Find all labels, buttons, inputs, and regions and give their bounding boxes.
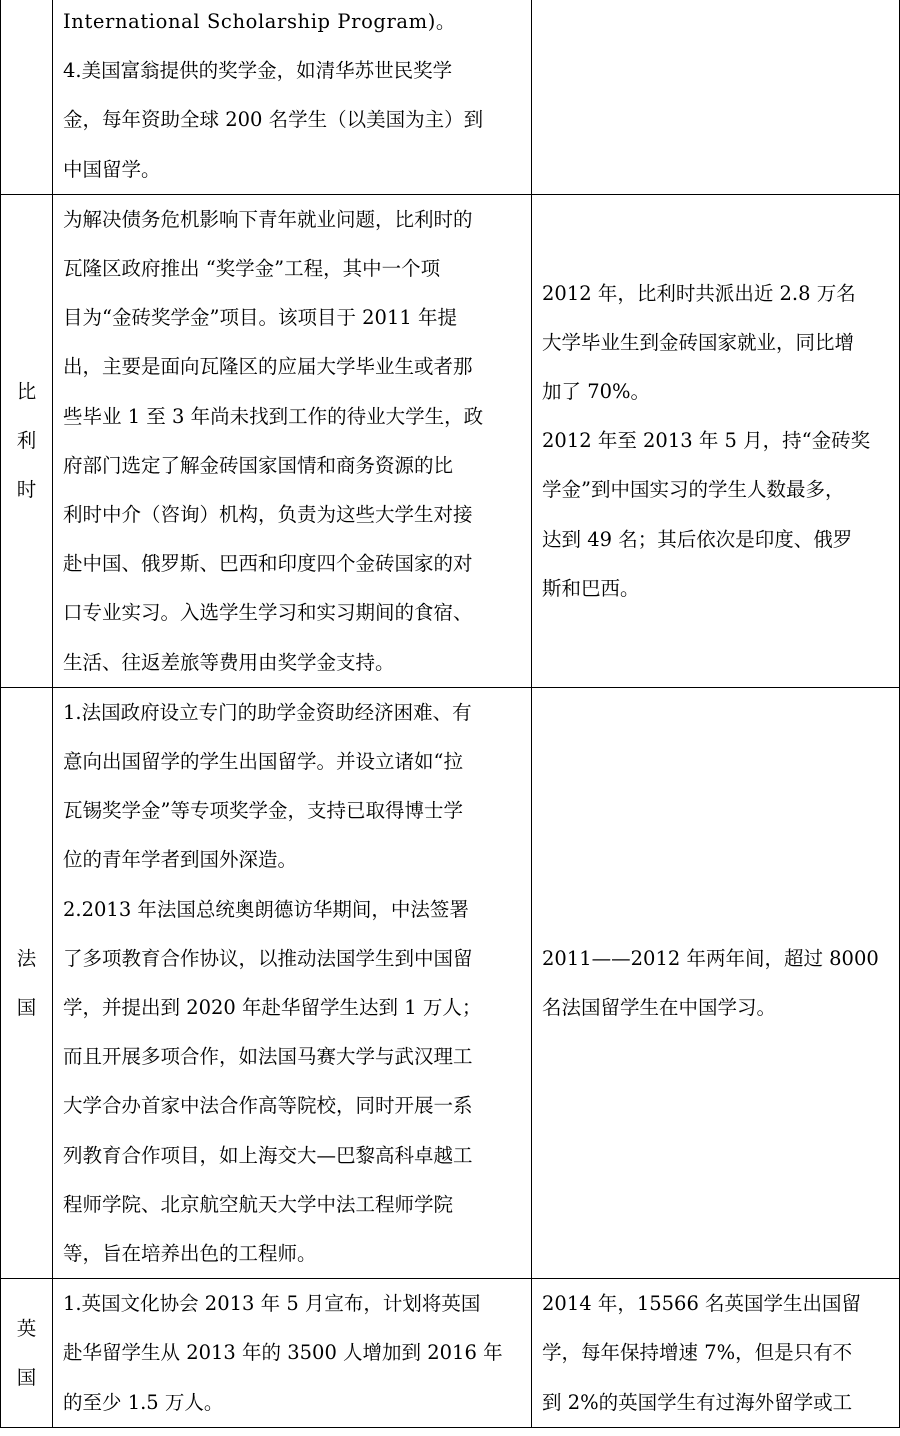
- policy-line: 位的青年学者到国外深造。: [63, 848, 298, 872]
- policy-line: 金，每年资助全球 200 名学生（以美国为主）到: [63, 108, 484, 132]
- impact-line: 名法国留学生在中国学习。: [542, 996, 777, 1020]
- country-cell: [1, 687, 53, 1278]
- policy-line: 赴华留学生从 2013 年的 3500 人增加到 2016 年: [63, 1341, 503, 1365]
- country-char: 英: [16, 1316, 37, 1340]
- policy-line: 2.2013 年法国总统奥朗德访华期间，中法签署: [63, 897, 469, 921]
- table-row: [1, 687, 900, 1278]
- impact-line: 2012 年至 2013 年 5 月，持“金砖奖: [542, 429, 871, 453]
- impact-line: 2012 年，比利时共派出近 2.8 万名: [542, 281, 856, 305]
- policy-line: 大学合办首家中法合作高等院校，同时开展一系: [63, 1094, 473, 1118]
- policy-cell: [53, 194, 532, 687]
- impact-line: 2011——2012 年两年间，超过 8000: [542, 946, 879, 970]
- impact-line: 学，每年保持增速 7%，但是只有不: [542, 1341, 853, 1365]
- policy-cell: [53, 687, 532, 1278]
- table-row: [1, 194, 900, 687]
- policy-line: 的至少 1.5 万人。: [63, 1390, 224, 1414]
- country-char: 时: [16, 478, 37, 502]
- policy-line: 程师学院、北京航空航天大学中法工程师学院: [63, 1192, 454, 1216]
- policy-line: 口专业实习。入选学生学习和实习期间的食宿、: [63, 601, 473, 625]
- policy-cell: [53, 0, 532, 194]
- impact-line: 达到 49 名；其后依次是印度、俄罗: [542, 527, 853, 551]
- impact-line: 到 2%的英国学生有过海外留学或工: [542, 1390, 853, 1414]
- impact-line: 2014 年，15566 名英国学生出国留: [542, 1292, 862, 1316]
- policy-line: 出，主要是面向瓦隆区的应届大学毕业生或者那: [63, 355, 473, 379]
- policy-line: 府部门选定了解金砖国家国情和商务资源的比: [63, 453, 454, 477]
- country-char: 国: [16, 1366, 37, 1390]
- country-char: 法: [16, 946, 37, 970]
- policy-line: 些毕业 1 至 3 年尚未找到工作的待业大学生，政: [63, 404, 484, 428]
- country-char: 国: [16, 996, 37, 1020]
- policy-line: 生活、往返差旅等费用由奖学金支持。: [63, 650, 395, 674]
- table-row: [1, 0, 900, 194]
- country-char: 比: [16, 380, 37, 404]
- impact-cell: [532, 1279, 900, 1428]
- impact-line: 加了 70%。: [542, 380, 651, 404]
- policy-line: 为解决债务危机影响下青年就业问题，比利时的: [63, 207, 473, 231]
- policy-cell: [53, 1279, 532, 1428]
- impact-line: 大学毕业生到金砖国家就业，同比增: [542, 330, 855, 354]
- table-row: [1, 1279, 900, 1428]
- policy-line: 1.英国文化协会 2013 年 5 月宣布，计划将英国: [63, 1292, 481, 1316]
- policy-line: 等，旨在培养出色的工程师。: [63, 1242, 317, 1266]
- policy-line: International Scholarship Program)。: [63, 10, 457, 33]
- country-cell: [1, 1279, 53, 1428]
- policy-line: 而且开展多项合作，如法国马赛大学与武汉理工: [63, 1045, 473, 1069]
- impact-cell: [532, 194, 900, 687]
- policy-line: 列教育合作项目，如上海交大—巴黎高科卓越工: [63, 1143, 473, 1167]
- policy-line: 4.美国富翁提供的奖学金，如清华苏世民奖学: [63, 59, 453, 83]
- policy-line: 1.法国政府设立专门的助学金资助经济困难、有: [63, 700, 472, 724]
- impact-cell: [532, 0, 900, 194]
- policy-line: 目为“金砖奖学金”项目。该项目于 2011 年提: [63, 306, 457, 330]
- policy-line: 中国留学。: [63, 157, 161, 181]
- impact-line: 斯和巴西。: [542, 576, 640, 600]
- country-char: 利: [16, 429, 37, 453]
- country-cell: [1, 0, 53, 194]
- policy-line: 意向出国留学的学生出国留学。并设立诸如“拉: [63, 750, 463, 774]
- policy-line: 了多项教育合作协议，以推动法国学生到中国留: [63, 946, 473, 970]
- policy-line: 利时中介（咨询）机构，负责为这些大学生对接: [63, 503, 473, 527]
- policy-line: 赴中国、俄罗斯、巴西和印度四个金砖国家的对: [63, 552, 473, 576]
- policy-line: 瓦隆区政府推出 “奖学金”工程，其中一个项: [63, 257, 441, 281]
- policy-line: 瓦锡奖学金”等专项奖学金，支持已取得博士学: [63, 799, 463, 823]
- country-cell: [1, 194, 53, 687]
- impact-line: 学金”到中国实习的学生人数最多，: [542, 478, 845, 502]
- impact-cell: [532, 687, 900, 1278]
- policy-line: 学，并提出到 2020 年赴华留学生达到 1 万人；: [63, 996, 482, 1020]
